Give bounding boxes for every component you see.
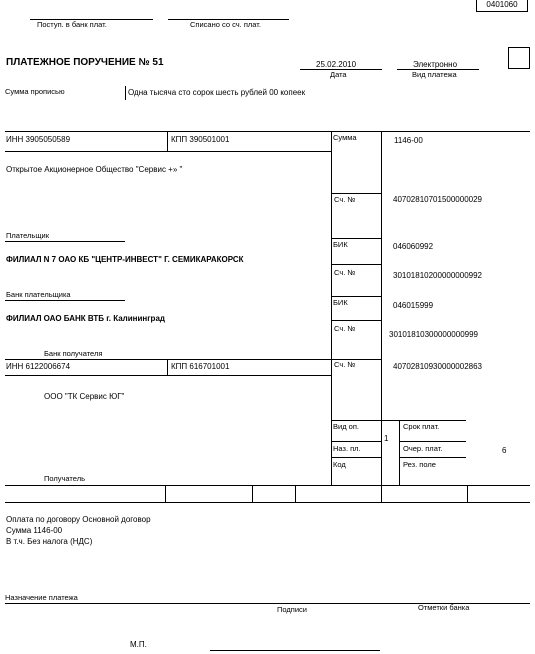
recipient-bank-acc: 30101810300000000999 [389,330,478,339]
left-block-right-border [331,131,332,485]
stamp-label: М.П. [130,640,147,649]
signature-line [210,650,380,651]
recipient-inn-kpp-divider [167,359,168,375]
op-type-value: 1 [384,434,389,443]
payer-account-label: Сч. № [334,195,356,204]
date-label: Дата [330,70,347,79]
bank-marks-label: Отметки банка [418,603,470,612]
recipient-bank-name: ФИЛИАЛ ОАО БАНК ВТБ г. Калининград [6,314,165,323]
page-title: ПЛАТЕЖНОЕ ПОРУЧЕНИЕ № 51 [6,57,164,68]
recipient-kpp: КПП 616701001 [171,362,230,371]
codes-row3-line-right [399,457,466,458]
tax-cell-1 [165,485,166,502]
codes-mid-divider [399,420,400,485]
payer-bank-name: ФИЛИАЛ N 7 ОАО КБ "ЦЕНТР-ИНВЕСТ" Г. СЕМИКАРАКОРСК [6,255,244,264]
tax-row-top-line [5,485,530,486]
tax-cell-4 [381,485,382,502]
payer-bank-acc-label: Сч. № [334,268,356,277]
amount-words-label: Сумма прописью [5,87,65,96]
payer-bank-section-line [5,300,125,301]
tax-cell-5 [467,485,468,502]
table-top-line [5,131,530,132]
payment-type-value: Электронно [413,60,458,69]
inn-kpp-divider [167,131,168,151]
payer-bank-label: Банк плательщика [6,290,71,299]
tax-row-bottom-line [5,502,530,503]
payer-bank-acc: 30101810200000000992 [393,271,482,280]
purpose-label: Назначение платежа [5,593,78,602]
tax-cell-3 [295,485,296,502]
debited-label: Списано со сч. плат. [190,20,261,29]
payer-kpp: КПП 390501001 [171,135,230,144]
amount-value: 1146-00 [394,136,423,145]
recipient-account-label: Сч. № [334,360,356,369]
label-col-right-border [381,131,382,485]
payment-type-label: Вид платежа [412,70,457,79]
recipient-inn-bottom-line [5,375,331,376]
payer-name: Открытое Акционерное Общество "Сервис +» " [6,165,183,174]
amount-row-line [331,193,381,194]
payer-section-line [5,241,125,242]
codes-row3-line [331,457,381,458]
payer-account-value: 40702810701500000029 [393,195,482,204]
recipient-account-value: 40702810930000002863 [393,362,482,371]
recipient-inn-top-line [5,359,381,360]
recipient-bank-acc-label: Сч. № [334,324,356,333]
recipient-inn: ИНН 6122006674 [6,362,71,371]
term-label: Срок плат. [403,422,440,431]
payer-bank-acc-line [331,264,381,265]
payer-label: Плательщик [6,231,49,240]
recipient-bank-acc-line [331,320,381,321]
inn-row-line [5,151,331,152]
codes-row2-line-right [399,441,466,442]
amount-label: Сумма [333,133,357,142]
date-value: 25.02.2010 [316,60,357,69]
code-label: Код [333,460,346,469]
order-label: Очер. плат. [403,444,443,453]
recipient-bank-label: Банк получателя [44,349,103,358]
payer-bank-bik: 046060992 [393,242,434,251]
purpose-line-1: Оплата по договору Основной договор [6,515,151,524]
payer-bank-line-right [331,238,381,239]
form-code: 0401060 [486,0,518,9]
order-value: 6 [502,446,507,455]
reserved-field-label: Рез. поле [403,460,436,469]
purpose-line-3: В т.ч. Без налога (НДС) [6,537,93,546]
tax-cell-2 [252,485,253,502]
payer-inn: ИНН 3905050589 [6,135,71,144]
received-label: Поступ. в банк плат. [37,20,107,29]
amount-words-divider [125,86,126,100]
codes-row2-line [331,441,381,442]
recipient-label: Получатель [44,474,85,483]
signatures-label: Подписи [277,605,307,614]
purpose-code-label: Наз. пл. [333,444,361,453]
payment-status-box [508,47,530,69]
purpose-line-2: Сумма 1146-00 [6,526,63,535]
recipient-name: ООО "ТК Сервис ЮГ" [44,392,125,401]
op-type-label: Вид оп. [333,422,359,431]
recipient-bank-bik: 046015999 [393,301,434,310]
form-code-box [476,0,528,12]
recipient-bank-line-right [331,296,381,297]
recipient-bank-bik-label: БИК [333,298,348,307]
payer-bank-bik-label: БИК [333,240,348,249]
amount-words-value: Одна тысяча сто сорок шесть рублей 00 копеек [128,88,306,97]
